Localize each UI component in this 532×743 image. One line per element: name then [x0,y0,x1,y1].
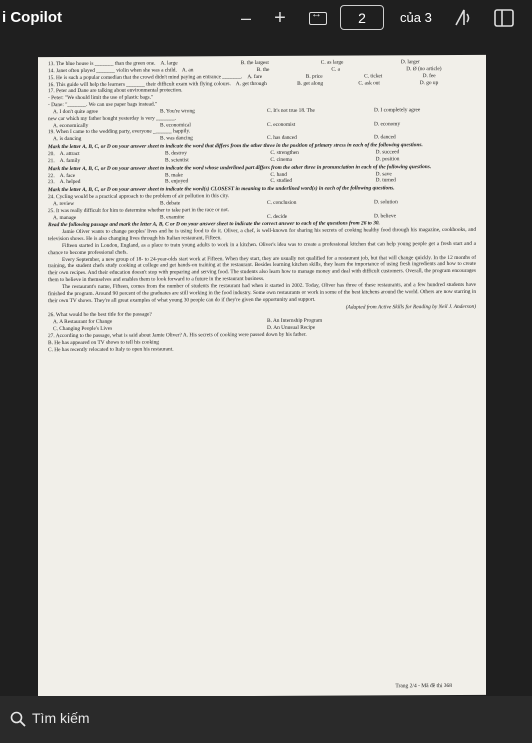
answer-option: D. Ø (no article) [406,65,442,73]
instruction: Mark the letter A, B, C, or D on your answer sheet to indicate the word whose underlined part differs from the other three in pronunciation in each of the following questions. [48,163,432,172]
answer-option: D. economy [374,120,401,128]
answer-option: A. fare [247,73,263,80]
read-aloud-icon[interactable] [452,6,476,30]
question-text: 16. This guide will help the learners _______ their difficult exam with flying colours. [48,80,231,88]
question-text: 24. Cycling would be a practical approach to the problem of air pollution in this city. [48,193,230,201]
answer-option: D. believe [374,212,396,219]
answer-option: D. turned [375,177,396,184]
answer-option: C. has danced [267,135,297,142]
taskbar-search [0,696,532,743]
answer-option: C. It's not true 18. The [267,107,315,114]
question-text: 17. Peter and Dane are talking about environmental protection. [48,87,183,95]
page-footer: Trang 2/4 - Mã đề thi 368 [395,683,452,690]
answer-option: B. make [165,171,183,179]
answer-option: C. cinema [270,156,293,163]
question-text: 27. According to the passage, what is said about Jamie Oliver? A. His secrets of cooking were passed down by his father. [48,331,307,340]
question-text: 22. [48,172,55,179]
answer-option: A. an [181,67,194,74]
passage-paragraph: The restaurant's name, Fifteen, comes from the number of students the restaurant had when it started in 2002. Today, Oliver has three of these restaurants, and a few hundred students have finished the program. Around 90 percent of the graduates are still working in the food industry. Some own restaurants or work in some of the best kitchens around the world. Others are now starring in their own TV shows. They're all great examples of what young 30 people can do if they're given the opportunity and support. [48,281,476,304]
answer-option: A. large [160,60,178,67]
app-title: i Copilot [2,9,62,26]
answer-option: D. I completely agree [374,107,421,114]
answer-option: B. destroy [165,150,187,157]
answer-option: B. get along [297,80,324,87]
answer-option: C. economist [267,121,296,128]
question-text: 26. What would be the best title for the passage? [48,311,152,319]
question-text: 21. [48,157,55,164]
page-total: của 3 [400,10,432,25]
answer-option: A. I don't quite agree [53,108,99,116]
passage-paragraph: Every September, a new group of 18- to 24-year-olds start work at Fifteen. When they start, they are usually not qualified for a restaurant job, but that will change quickly. In the 12 months of training, the student chefs study cooking at college and get hands-on training at the restaurant. Besides learning kitchen skills, they learn the importance of using fresh ingredients and how to create their own recipes. And their education doesn't stop with preparing and serving food. The students also learn how to manage money and deal with difficult customers. Overall, the program encourages them to believe in themselves and enables them to look forward to a future in the restaurant business. [48,254,476,284]
answer-option: D. larger [400,59,420,66]
question-text: 14. Janet often played _______ violin when she was a child. [48,67,177,74]
page-number-input[interactable]: 2 [340,5,384,30]
search-input[interactable]: Tìm kiếm [32,710,90,726]
question-text: - Peter: "We should limit the use of plastic bags." [48,94,154,102]
answer-option: B. economical [160,121,191,129]
question-text: 15. He is such a popular comedian that the crowd didn't mind paying an entrance _______. [48,73,243,81]
answer-option: B. scientist [165,157,189,164]
answer-option: C. hand [270,171,287,178]
zoom-in-button[interactable]: + [274,6,286,29]
answer-option: A. manage [53,214,77,221]
fit-width-button[interactable] [306,6,330,30]
question-text: new car which my father bought yesterday is very _______. [48,115,177,122]
answer-option: B. the [256,66,270,73]
question-text: 19. When I came to the wedding party, everyone _______ happily. [48,128,191,136]
search-icon [10,711,26,727]
answer-option: B. An Internship Program [267,317,323,325]
answer-option: A. get through [235,80,267,87]
passage-paragraph: Fifteen started in London, England, as a place to train young adults to work in a kitchen. Oliver's idea was to create a professional kitchen that can help young people get a fresh start and a chance to become professional chefs. [48,240,476,256]
answer-option: D. save [375,170,392,177]
instruction: Mark the letter A, B, C, or D on your answer sheet to indicate the word that differs from the other three in the position of primary stress in each of the following questions. [48,142,423,151]
instruction: Mark the letter A, B, C, or D on your answer sheet to indicate the word(s) CLOSEST in meaning to the underlined word(s) in each of the following questions. [48,185,395,194]
answer-option: A. family [59,157,81,164]
answer-option: A. face [59,172,76,179]
question-text: 25. It was really difficult for him to determine whether to take part in the race or not. [48,206,230,214]
answer-option: C. studied [270,178,293,185]
answer-option: A. attract [59,150,80,158]
answer-option: A. helped [59,179,81,186]
answer-option: C. conclusion [267,199,297,206]
question-text: B. He has appeared on TV shows to tell his cooking [48,339,159,346]
answer-option: B. debate [160,200,181,207]
question-text: 13. The blue house is _______ than the green one. [48,60,156,68]
answer-option: D. solution [374,199,398,206]
answer-option: B. examine [160,213,185,221]
title-bar [0,0,532,36]
passage-paragraph: Jamie Oliver wants to change peoples' lives and he is using food to do it. Oliver, a chef, is well-known for sharing his secrets of cooking healthy food through his magazine, cookbooks, and television shows. He is also changing lives through his Italian restaurant, Fifteen. [48,227,476,243]
question-text: 23. [48,179,55,186]
answer-option: A. is dancing [53,136,82,143]
answer-option: A. economically [53,122,89,129]
instruction: Read the following passage and mark the letter A, B, C or D on your answer sheet to indicate the correct answer to each of the questions from 26 to 30. [48,220,380,229]
answer-option: D. danced [374,134,396,141]
answer-option: C. as large [320,59,344,66]
answer-option: D. position [375,156,400,163]
answer-option: B. price [305,73,323,80]
document-page [38,55,486,697]
answer-option: D. fee [422,72,436,79]
answer-option: C. Changing People's Lives [53,325,113,333]
answer-option: B. You're wrong [160,108,195,115]
question-text: 20. [48,151,55,158]
answer-option: B. was dancing [160,135,193,142]
answer-option: C. ticket [364,73,383,80]
question-text: C. He has recently relocated to Italy to open his restaurant. [48,346,174,353]
answer-option: D. succeed [375,149,400,156]
fit-width-icon [309,12,327,25]
answer-option: A. review [53,200,75,207]
answer-option: D. go up [419,79,439,86]
answer-option: C. decide [267,213,288,220]
passage-source: (Adapted from Active Skills for Reading by Neil J. Anderson) [345,303,476,311]
answer-option: B. enjoyed [165,178,189,185]
reading-view-icon[interactable] [492,6,516,30]
question-row [48,344,476,353]
answer-option: C. strengthen [270,149,299,156]
answer-option: D. An Unusual Recipe [267,324,316,332]
question-text: - Dane: "_______. We can use paper bags instead." [48,101,158,109]
zoom-out-button[interactable]: – [240,7,251,28]
answer-option: C. a [331,66,341,73]
answer-option: B. the largest [240,59,269,67]
answer-option: C. ask out [358,79,380,87]
answer-option: A. A Restaurant for Change [53,319,113,326]
